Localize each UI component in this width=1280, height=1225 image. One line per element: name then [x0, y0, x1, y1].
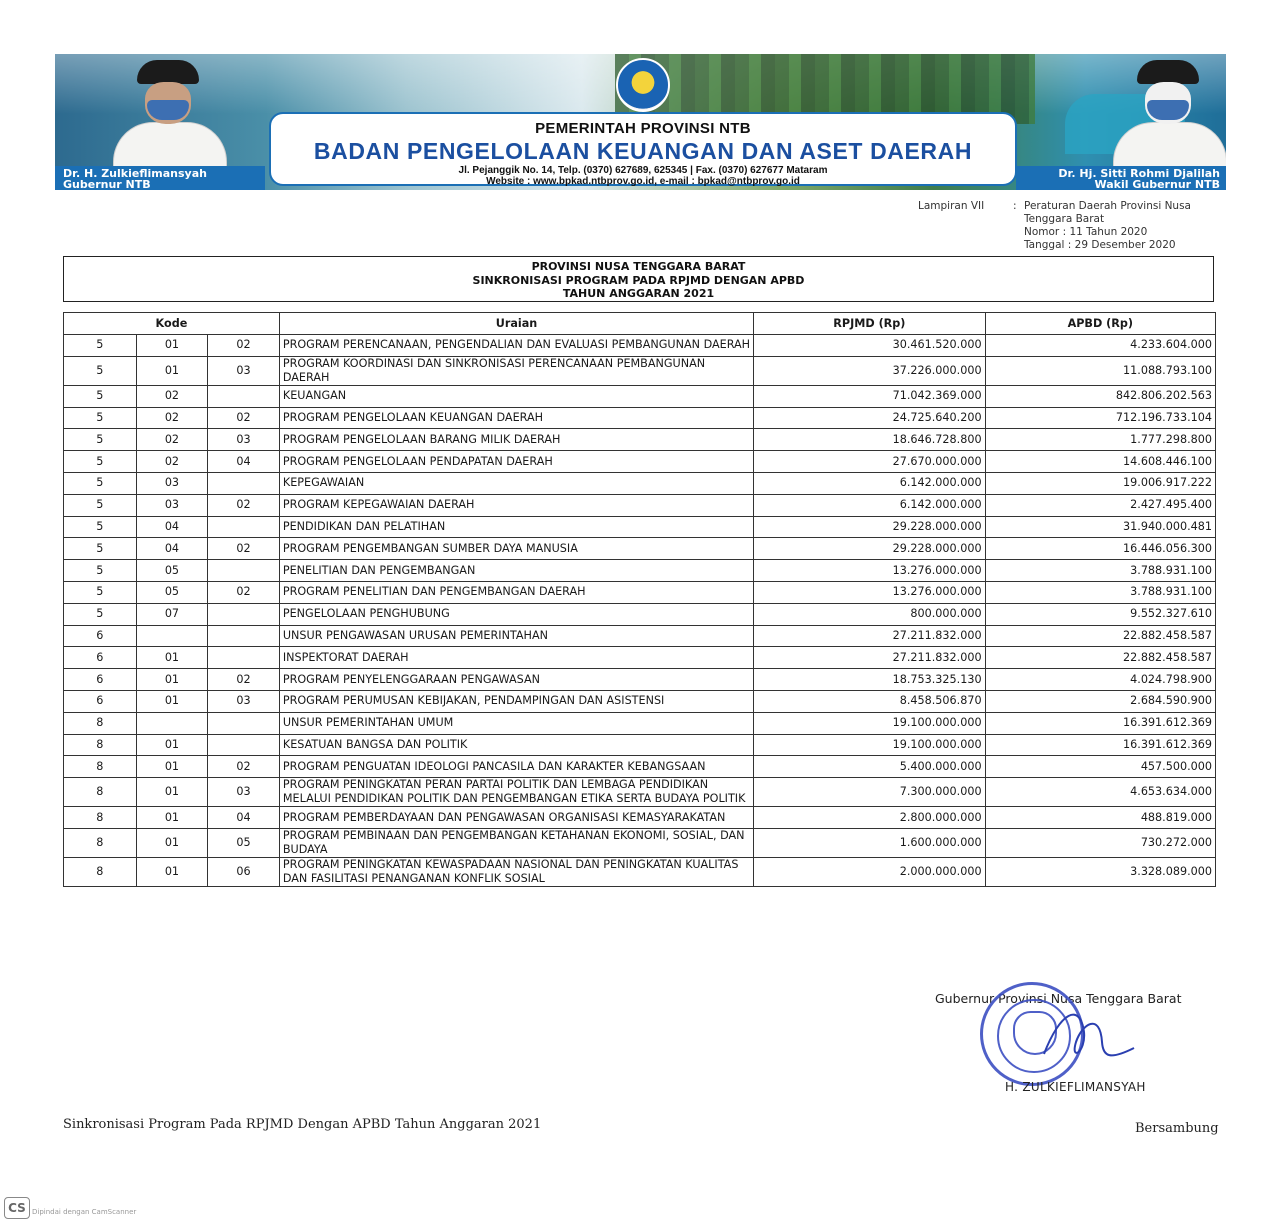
kode-program-cell: [208, 712, 280, 734]
camscanner-logo-icon: CS: [4, 1197, 30, 1219]
rpjmd-cell: 8.458.506.870: [754, 690, 985, 712]
kode-program-cell: [208, 560, 280, 582]
header-address: Jl. Pejanggik No. 14, Telp. (0370) 627689, 625345 | Fax. (0370) 627677 Mataram: [458, 165, 828, 176]
apbd-cell: 3.788.931.100: [985, 581, 1215, 603]
camscanner-caption: Dipindai dengan CamScanner: [32, 1208, 137, 1216]
kode-bidang-cell: 01: [136, 857, 208, 886]
rpjmd-cell: 5.400.000.000: [754, 756, 985, 778]
uraian-cell: PENGELOLAAN PENGHUBUNG: [279, 603, 753, 625]
apbd-cell: 4.024.798.900: [985, 669, 1215, 691]
kode-urusan-cell: 8: [64, 778, 137, 807]
table-row: [64, 828, 1216, 857]
table-header-row: [64, 313, 1216, 335]
table-row: [64, 756, 1216, 778]
uraian-cell: KEPEGAWAIAN: [279, 472, 753, 494]
kode-program-cell: 03: [208, 778, 280, 807]
document-title-subject: SINKRONISASI PROGRAM PADA RPJMD DENGAN APBD: [472, 273, 805, 287]
uraian-cell: KESATUAN BANGSA DAN POLITIK: [279, 734, 753, 756]
table-row: [64, 857, 1216, 886]
kode-bidang-cell: 03: [136, 494, 208, 516]
rpjmd-cell: 29.228.000.000: [754, 538, 985, 560]
apbd-cell: 457.500.000: [985, 756, 1215, 778]
uraian-cell: KEUANGAN: [279, 385, 753, 407]
rpjmd-cell: 19.100.000.000: [754, 734, 985, 756]
lampiran-tanggal: Tanggal : 29 Desember 2020: [1024, 239, 1176, 251]
governor-portrait: [95, 54, 245, 166]
header-title-box: [269, 112, 1017, 186]
table-row: [64, 625, 1216, 647]
uraian-cell: PROGRAM PERUMUSAN KEBIJAKAN, PENDAMPINGAN DAN ASISTENSI: [279, 690, 753, 712]
rpjmd-cell: 18.646.728.800: [754, 429, 985, 451]
rpjmd-cell: 2.800.000.000: [754, 807, 985, 829]
table-row: [64, 560, 1216, 582]
kode-bidang-cell: 02: [136, 429, 208, 451]
table-row: [64, 807, 1216, 829]
rpjmd-cell: 18.753.325.130: [754, 669, 985, 691]
kode-urusan-cell: 5: [64, 335, 137, 357]
kode-program-cell: [208, 625, 280, 647]
table-row: [64, 538, 1216, 560]
lampiran-nomor: Nomor : 11 Tahun 2020: [1024, 226, 1148, 238]
uraian-cell: PROGRAM PENINGKATAN PERAN PARTAI POLITIK DAN LEMBAGA PENDIDIKAN MELALUI PENDIDIKAN POLITIK DAN PENGEMBANGAN ETIKA SERTA BUDAYA POLITIK: [279, 778, 753, 807]
kode-program-cell: 02: [208, 581, 280, 603]
kode-bidang-cell: 04: [136, 538, 208, 560]
kode-program-cell: [208, 647, 280, 669]
kode-program-cell: 02: [208, 756, 280, 778]
rpjmd-cell: 27.211.832.000: [754, 647, 985, 669]
kode-bidang-cell: 03: [136, 472, 208, 494]
apbd-cell: 14.608.446.100: [985, 451, 1215, 473]
rpjmd-cell: 2.000.000.000: [754, 857, 985, 886]
lampiran-label: Lampiran VII: [918, 200, 985, 212]
uraian-cell: PROGRAM PEMBINAAN DAN PENGEMBANGAN KETAHANAN EKONOMI, SOSIAL, DAN BUDAYA: [279, 828, 753, 857]
kode-urusan-cell: 5: [64, 385, 137, 407]
footer-document-caption: Sinkronisasi Program Pada RPJMD Dengan APBD Tahun Anggaran 2021: [63, 1117, 542, 1132]
kode-urusan-cell: 5: [64, 356, 137, 385]
kode-urusan-cell: 5: [64, 407, 137, 429]
uraian-cell: PROGRAM KEPEGAWAIAN DAERAH: [279, 494, 753, 516]
kode-urusan-cell: 5: [64, 451, 137, 473]
kode-urusan-cell: 6: [64, 669, 137, 691]
signature-name: H. ZULKIEFLIMANSYAH: [1005, 1080, 1146, 1094]
rpjmd-cell: 800.000.000: [754, 603, 985, 625]
rpjmd-cell: 6.142.000.000: [754, 494, 985, 516]
rpjmd-cell: 6.142.000.000: [754, 472, 985, 494]
uraian-cell: INSPEKTORAT DAERAH: [279, 647, 753, 669]
kode-urusan-cell: 5: [64, 538, 137, 560]
footer-continued-label: Bersambung: [1135, 1121, 1219, 1136]
apbd-cell: 9.552.327.610: [985, 603, 1215, 625]
kode-urusan-cell: 5: [64, 429, 137, 451]
apbd-cell: 3.328.089.000: [985, 857, 1215, 886]
rpjmd-cell: 1.600.000.000: [754, 828, 985, 857]
signature-scribble-icon: [1040, 1002, 1136, 1066]
apbd-cell: 16.391.612.369: [985, 712, 1215, 734]
apbd-cell: 4.233.604.000: [985, 335, 1215, 357]
uraian-cell: PENELITIAN DAN PENGEMBANGAN: [279, 560, 753, 582]
table-row: [64, 712, 1216, 734]
kode-urusan-cell: 5: [64, 603, 137, 625]
kode-program-cell: 04: [208, 807, 280, 829]
rpjmd-cell: 71.042.369.000: [754, 385, 985, 407]
kode-program-cell: 03: [208, 429, 280, 451]
vice-governor-portrait: [1095, 54, 1226, 166]
kode-bidang-cell: 01: [136, 647, 208, 669]
document-title-year: TAHUN ANGGARAN 2021: [562, 287, 715, 300]
header-uraian: Uraian: [279, 313, 753, 335]
kode-urusan-cell: 5: [64, 581, 137, 603]
kode-program-cell: 02: [208, 407, 280, 429]
kode-program-cell: 03: [208, 356, 280, 385]
kode-urusan-cell: 8: [64, 857, 137, 886]
kode-program-cell: 05: [208, 828, 280, 857]
uraian-cell: PROGRAM PENYELENGGARAAN PENGAWASAN: [279, 669, 753, 691]
uraian-cell: UNSUR PENGAWASAN URUSAN PEMERINTAHAN: [279, 625, 753, 647]
kode-urusan-cell: 5: [64, 494, 137, 516]
ntb-emblem-icon: [616, 58, 670, 112]
uraian-cell: PROGRAM PERENCANAAN, PENGENDALIAN DAN EVALUASI PEMBANGUNAN DAERAH: [279, 335, 753, 357]
kode-bidang-cell: 01: [136, 335, 208, 357]
kode-bidang-cell: 01: [136, 778, 208, 807]
governor-nameplate: [55, 166, 265, 190]
rpjmd-cell: 37.226.000.000: [754, 356, 985, 385]
kode-bidang-cell: 01: [136, 756, 208, 778]
apbd-cell: 16.446.056.300: [985, 538, 1215, 560]
kode-bidang-cell: 01: [136, 356, 208, 385]
kode-bidang-cell: 02: [136, 407, 208, 429]
governor-name: Dr. H. Zulkieflimansyah: [63, 167, 207, 180]
table-row: [64, 603, 1216, 625]
kode-bidang-cell: [136, 712, 208, 734]
vice-governor-nameplate: [1016, 166, 1226, 190]
rpjmd-cell: 13.276.000.000: [754, 581, 985, 603]
apbd-cell: 31.940.000.481: [985, 516, 1215, 538]
vice-governor-name: Dr. Hj. Sitti Rohmi Djalilah: [1058, 167, 1220, 180]
table-row: [64, 494, 1216, 516]
table-row: [64, 581, 1216, 603]
kode-urusan-cell: 6: [64, 647, 137, 669]
rpjmd-cell: 13.276.000.000: [754, 560, 985, 582]
apbd-cell: 488.819.000: [985, 807, 1215, 829]
table-row: [64, 429, 1216, 451]
table-row: [64, 356, 1216, 385]
kode-urusan-cell: 8: [64, 807, 137, 829]
kode-urusan-cell: 5: [64, 472, 137, 494]
kode-urusan-cell: 6: [64, 690, 137, 712]
kode-urusan-cell: 8: [64, 734, 137, 756]
uraian-cell: PROGRAM PENELITIAN DAN PENGEMBANGAN DAERAH: [279, 581, 753, 603]
kode-program-cell: [208, 472, 280, 494]
table-row: [64, 335, 1216, 357]
table-row: [64, 647, 1216, 669]
table-row: [64, 385, 1216, 407]
kode-bidang-cell: [136, 625, 208, 647]
kode-bidang-cell: 05: [136, 560, 208, 582]
kode-program-cell: 02: [208, 669, 280, 691]
apbd-cell: 19.006.917.222: [985, 472, 1215, 494]
header-apbd: APBD (Rp): [985, 313, 1215, 335]
vice-governor-role: Wakil Gubernur NTB: [1094, 178, 1220, 190]
kode-program-cell: [208, 603, 280, 625]
rpjmd-cell: 30.461.520.000: [754, 335, 985, 357]
kode-urusan-cell: 5: [64, 560, 137, 582]
header-website: Website : www.bpkad.ntbprov.go.id, e-mail : bpkad@ntbprov.go.id: [486, 176, 800, 187]
kode-urusan-cell: 8: [64, 828, 137, 857]
table-row: [64, 472, 1216, 494]
rpjmd-cell: 29.228.000.000: [754, 516, 985, 538]
kode-bidang-cell: 01: [136, 734, 208, 756]
kode-bidang-cell: 02: [136, 385, 208, 407]
apbd-cell: 2.427.495.400: [985, 494, 1215, 516]
kode-program-cell: 03: [208, 690, 280, 712]
apbd-cell: 1.777.298.800: [985, 429, 1215, 451]
table-row: [64, 734, 1216, 756]
uraian-cell: PROGRAM PENGUATAN IDEOLOGI PANCASILA DAN KARAKTER KEBANGSAAN: [279, 756, 753, 778]
kode-bidang-cell: 04: [136, 516, 208, 538]
header-government-name: PEMERINTAH PROVINSI NTB: [535, 120, 751, 137]
kode-urusan-cell: 6: [64, 625, 137, 647]
apbd-cell: 2.684.590.900: [985, 690, 1215, 712]
uraian-cell: PROGRAM PENGEMBANGAN SUMBER DAYA MANUSIA: [279, 538, 753, 560]
document-title-box: [63, 256, 1214, 302]
kode-program-cell: 02: [208, 538, 280, 560]
rpjmd-cell: 24.725.640.200: [754, 407, 985, 429]
header-banner: [55, 54, 1226, 190]
signature-title: Gubernur Provinsi Nusa Tenggara Barat: [935, 991, 1182, 1006]
uraian-cell: PROGRAM PENINGKATAN KEWASPADAAN NASIONAL DAN PENINGKATAN KUALITAS DAN FASILITASI PENANGANAN KONFLIK SOSIAL: [279, 857, 753, 886]
apbd-cell: 730.272.000: [985, 828, 1215, 857]
uraian-cell: PROGRAM PEMBERDAYAAN DAN PENGAWASAN ORGANISASI KEMASYARAKATAN: [279, 807, 753, 829]
kode-bidang-cell: 01: [136, 669, 208, 691]
kode-bidang-cell: 01: [136, 690, 208, 712]
apbd-cell: 712.196.733.104: [985, 407, 1215, 429]
kode-program-cell: [208, 385, 280, 407]
table-row: [64, 516, 1216, 538]
kode-bidang-cell: 01: [136, 828, 208, 857]
table-body: [64, 335, 1216, 887]
kode-program-cell: 02: [208, 494, 280, 516]
rpjmd-cell: 7.300.000.000: [754, 778, 985, 807]
program-table: [63, 312, 1216, 887]
kode-program-cell: 02: [208, 335, 280, 357]
kode-program-cell: [208, 734, 280, 756]
kode-urusan-cell: 8: [64, 756, 137, 778]
rpjmd-cell: 27.211.832.000: [754, 625, 985, 647]
kode-bidang-cell: 01: [136, 807, 208, 829]
kode-program-cell: [208, 516, 280, 538]
uraian-cell: UNSUR PEMERINTAHAN UMUM: [279, 712, 753, 734]
kode-bidang-cell: 05: [136, 581, 208, 603]
uraian-cell: PROGRAM PENGELOLAAN KEUANGAN DAERAH: [279, 407, 753, 429]
apbd-cell: 842.806.202.563: [985, 385, 1215, 407]
uraian-cell: PROGRAM KOORDINASI DAN SINKRONISASI PERENCANAAN PEMBANGUNAN DAERAH: [279, 356, 753, 385]
apbd-cell: 22.882.458.587: [985, 647, 1215, 669]
kode-bidang-cell: 07: [136, 603, 208, 625]
table-row: [64, 690, 1216, 712]
header-agency-name: BADAN PENGELOLAAN KEUANGAN DAN ASET DAERAH: [313, 138, 973, 164]
apbd-cell: 16.391.612.369: [985, 734, 1215, 756]
kode-program-cell: 04: [208, 451, 280, 473]
uraian-cell: PENDIDIKAN DAN PELATIHAN: [279, 516, 753, 538]
apbd-cell: 22.882.458.587: [985, 625, 1215, 647]
document-title-province: PROVINSI NUSA TENGGARA BARAT: [531, 260, 746, 273]
rpjmd-cell: 19.100.000.000: [754, 712, 985, 734]
governor-role: Gubernur NTB: [63, 178, 151, 190]
kode-urusan-cell: 8: [64, 712, 137, 734]
table-row: [64, 451, 1216, 473]
rpjmd-cell: 27.670.000.000: [754, 451, 985, 473]
kode-bidang-cell: 02: [136, 451, 208, 473]
header-kode: Kode: [64, 313, 280, 335]
table-row: [64, 669, 1216, 691]
table-row: [64, 778, 1216, 807]
uraian-cell: PROGRAM PENGELOLAAN BARANG MILIK DAERAH: [279, 429, 753, 451]
apbd-cell: 11.088.793.100: [985, 356, 1215, 385]
lampiran-reference: Peraturan Daerah Provinsi Nusa Tenggara Barat: [1024, 200, 1191, 225]
uraian-cell: PROGRAM PENGELOLAAN PENDAPATAN DAERAH: [279, 451, 753, 473]
apbd-cell: 4.653.634.000: [985, 778, 1215, 807]
lampiran-colon: :: [1013, 200, 1017, 212]
kode-urusan-cell: 5: [64, 516, 137, 538]
table-row: [64, 407, 1216, 429]
header-rpjmd: RPJMD (Rp): [754, 313, 985, 335]
apbd-cell: 3.788.931.100: [985, 560, 1215, 582]
kode-program-cell: 06: [208, 857, 280, 886]
